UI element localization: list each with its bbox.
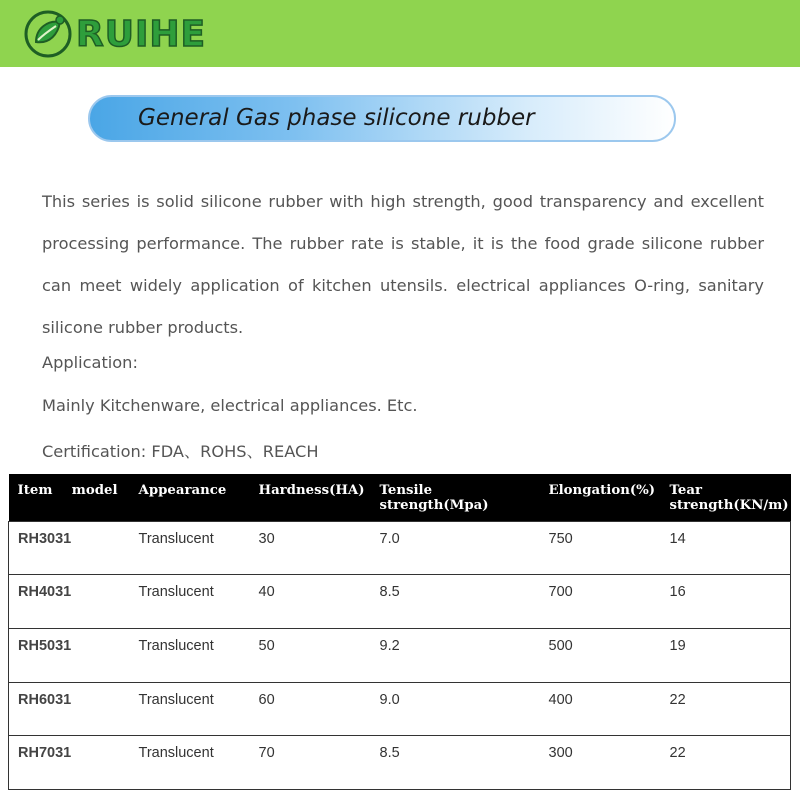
cell-hardness: 40 [250,575,371,629]
header-item-label: Item [17,483,53,498]
cell-model: RH6031 [9,682,130,736]
title-banner [88,95,676,142]
header-band [0,0,800,67]
cell-elongation: 400 [540,682,661,736]
header-elongation: Elongation(%) [540,474,661,521]
cell-tensile: 8.5 [371,575,540,629]
cell-tensile: 7.0 [371,521,540,575]
table-row [9,628,791,682]
table-row [9,575,791,629]
cell-tensile: 9.2 [371,628,540,682]
cell-model: RH3031 [9,521,130,575]
cell-model: RH7031 [9,736,130,790]
cell-tensile: 9.0 [371,682,540,736]
description: This series is solid silicone rubber with high strength, good transparency and excellent processing performance. The rubber rate is stable, it is the food grade silicone rubber can meet widely application of kitchen utensils. electrical appliances O-ring, sanitary silicone rubber products. [42,192,764,337]
header-hardness: Hardness(HA) [250,474,371,521]
cell-hardness: 50 [250,628,371,682]
brand-logo [22,8,206,60]
page-title: General Gas phase silicone rubber [138,105,535,131]
cell-appearance: Translucent [130,628,250,682]
header-item-model [9,474,130,521]
cell-appearance: Translucent [130,521,250,575]
cell-hardness: 30 [250,521,371,575]
cell-appearance: Translucent [130,682,250,736]
cell-model: RH4031 [9,575,130,629]
cell-tear: 14 [661,521,791,575]
leaf-logo-icon [22,8,74,60]
table-row [9,736,791,790]
table-row [9,682,791,736]
table-header-row [9,474,791,521]
cell-elongation: 300 [540,736,661,790]
certification-text: Certification: FDA、ROHS、REACH [42,442,319,461]
cell-elongation: 500 [540,628,661,682]
cell-model: RH5031 [9,628,130,682]
header-tear: Tear strength(KN/m) [661,474,791,521]
spec-table [8,474,791,790]
header-model-label: model [71,483,118,498]
header-appearance: Appearance [130,474,250,521]
cell-hardness: 60 [250,682,371,736]
cell-tear: 19 [661,628,791,682]
cell-hardness: 70 [250,736,371,790]
cell-tear: 22 [661,682,791,736]
application-text: Mainly Kitchenware, electrical appliances. Etc. [42,396,418,415]
cell-elongation: 700 [540,575,661,629]
application-label: Application: [42,353,138,372]
header-tensile: Tensile strength(Mpa) [371,474,540,521]
cell-elongation: 750 [540,521,661,575]
cell-appearance: Translucent [130,575,250,629]
table-row [9,521,791,575]
cell-tear: 16 [661,575,791,629]
cell-tear: 22 [661,736,791,790]
brand-name: RUIHE [76,13,207,55]
cell-appearance: Translucent [130,736,250,790]
cell-tensile: 8.5 [371,736,540,790]
